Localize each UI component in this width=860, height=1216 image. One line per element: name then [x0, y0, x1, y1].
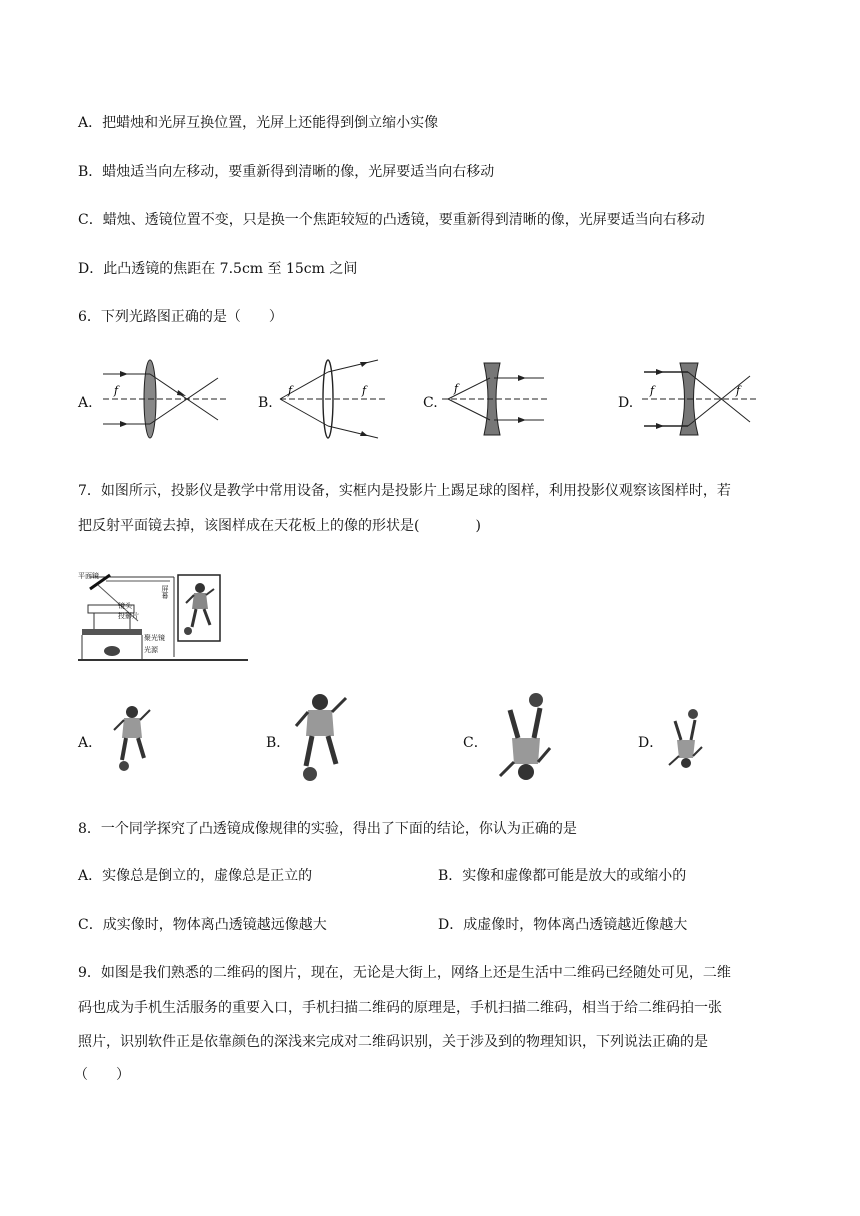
q8-option-d: D．成虚像时，物体离凸透镜越近像越大: [438, 917, 688, 933]
ray-diagram-b: [278, 358, 388, 440]
q8-option-a: A．实像总是倒立的，虚像总是正立的: [78, 868, 313, 884]
q7-option-d: D．: [638, 735, 664, 751]
q9-line-1: 9．如图是我们熟悉的二维码的图片，现在，无论是大街上，网络上还是生活中二维码已经随处可见，二维: [78, 965, 731, 981]
svg-text:f: f: [454, 382, 459, 395]
q5-option-d: D．此凸透镜的焦距在 7.5cm 至 15cm 之间: [78, 261, 358, 277]
player-image-a: [110, 704, 156, 772]
player-image-d: [664, 708, 706, 770]
q6-label-d: D.: [618, 395, 634, 411]
q7-stem-line-2: 把反射平面镜去掉，该图样成在天花板上的像的形状是( ): [78, 518, 481, 534]
q7-option-c: C．: [463, 735, 488, 751]
condenser-label: 聚光镜: [144, 634, 165, 642]
focal-label: f: [114, 384, 119, 397]
projector-diagram: [78, 571, 250, 663]
q8-option-b: B．实像和虚像都可能是放大的或缩小的: [438, 868, 687, 884]
light-source-label: 光源: [144, 646, 158, 654]
q5-option-c: C．蜡烛、透镜位置不变，只是换一个焦距较短的凸透镜，要重新得到清晰的像，光屏要适当向右移动: [78, 212, 705, 228]
q5-option-b: B．蜡烛适当向左移动，要重新得到清晰的像，光屏要适当向右移动: [78, 164, 495, 180]
q9-line-4: （ ）: [74, 1067, 130, 1083]
q9-line-2: 码也成为手机生活服务的重要入口，手机扫描二维码的原理是，手机扫描二维码，相当于给二维码拍一张: [78, 1000, 722, 1016]
q7-option-a: A．: [78, 735, 103, 751]
svg-text:f: f: [288, 384, 293, 397]
slide-label: 投影片: [118, 612, 139, 620]
q9-line-3: 照片，识别软件正是依靠颜色的深浅来完成对二维码识别，关于涉及到的物理知识，下列说法正确的是: [78, 1034, 708, 1050]
q6-stem: 6．下列光路图正确的是（ ）: [78, 309, 283, 325]
q5-option-a: A．把蜡烛和光屏互换位置，光屏上还能得到倒立缩小实像: [78, 115, 439, 131]
player-image-c: [494, 692, 556, 782]
ray-diagram-d: [640, 358, 760, 440]
q6-label-a: A.: [78, 395, 93, 411]
svg-text:f: f: [736, 384, 741, 397]
q7-stem-line-1: 7．如图所示，投影仪是教学中常用设备，实框内是投影片上踢足球的图样，利用投影仪观察该图样时，若: [78, 483, 731, 499]
q8-stem: 8．一个同学探究了凸透镜成像规律的实验，得出了下面的结论，你认为正确的是: [78, 821, 577, 837]
screen-label: 屏幕: [161, 585, 169, 599]
q8-option-c: C．成实像时，物体离凸透镜越远像越大: [78, 917, 327, 933]
mirror-label: 平面镜: [78, 572, 99, 580]
q6-label-c: C.: [423, 395, 438, 411]
q7-option-b: B．: [266, 735, 291, 751]
q6-label-b: B.: [258, 395, 273, 411]
ray-diagram-a: [98, 358, 228, 440]
player-image-b: [290, 692, 352, 782]
lens-label: 镜头: [118, 602, 132, 610]
ray-diagram-c: [440, 358, 550, 440]
soccer-player-figure: [182, 581, 218, 637]
svg-text:f: f: [650, 384, 655, 397]
svg-text:f: f: [362, 384, 367, 397]
